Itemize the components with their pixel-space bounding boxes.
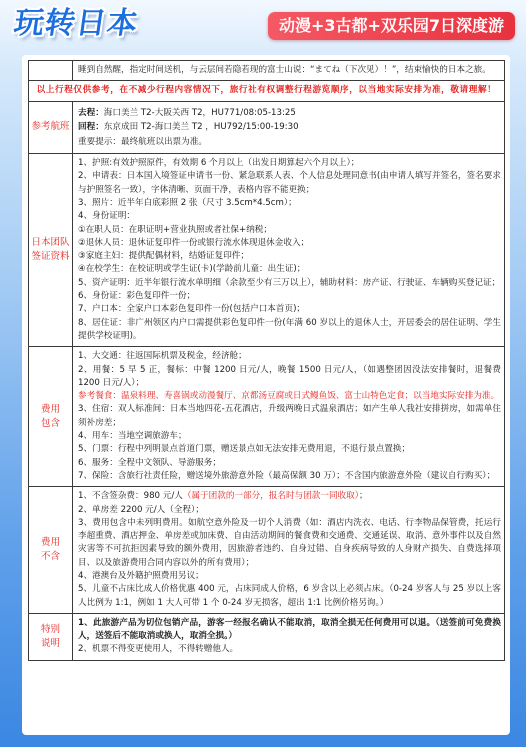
excluded-content [73, 487, 505, 614]
visa-label-line: 签证资料 [31, 251, 70, 263]
visa-fee-text: 1、不含签杂费：980 元/人 [78, 491, 183, 502]
excluded-item: 2、单房差 2200 元/人（全程）； [78, 504, 204, 515]
visa-item: ②退休人员：退休证复印件一份或银行流水体现退休金收入； [78, 237, 310, 248]
included-label-line: 费用 [40, 403, 60, 415]
tour-title-banner [268, 12, 515, 40]
itinerary-tail-label-cell [29, 61, 73, 81]
special-item: 1、此旅游产品为切位包销产品，游客一经报名确认不能取消，取消全损无任何费用可以退。（送签前可免费换人，送签后不能取消或换人，取消全损。） [78, 617, 501, 642]
brand-logo: 玩转日本 [11, 6, 141, 41]
return-flight [78, 120, 501, 135]
visa-item: ④在校学生：在校证明或学生证(卡)(学龄前儿童：出生证)； [78, 264, 306, 275]
itinerary-tail-row [29, 61, 505, 81]
included-label-line: 包含 [40, 417, 60, 429]
notice-row [29, 81, 505, 101]
itinerary-tail-text: 睡到自然醒，指定时间送机，与云层间若隐若现的富士山说：“まてね（下次见）！”，结束愉快的日本之旅。 [73, 61, 505, 81]
excluded-label-line: 不含 [40, 551, 60, 563]
visa-item: 3、照片：近半年白底彩照 2 张（尺寸 3.5cm*4.5cm）； [78, 197, 297, 208]
visa-item: 8、居住证：非广州领区内户口需提供彩色复印件一份(年满 60 岁以上的退休人士，开居委会的居住证明、学生提供学校证明)。 [78, 317, 501, 341]
special-notes-row [29, 613, 505, 660]
outbound-flight [78, 106, 501, 121]
visa-fee-suffix: ； [359, 491, 368, 502]
page-header [0, 0, 526, 52]
excluded-item [78, 490, 501, 503]
special-label-line: 特别 [40, 623, 60, 635]
disclaimer-notice: 以上行程仅供参考，在不减少行程内容情况下，旅行社有权调整行程游览顺序，以当地实际安排为准，敬请理解！ [29, 81, 505, 101]
included-item: 6、服务：全程中文领队、导游服务； [78, 457, 221, 468]
visa-item: 6、身份证：彩色复印件一份； [78, 291, 196, 302]
excluded-item: 3、费用包含中未列明费用。如航空意外险及一切个人消费（如：酒店内洗衣、电话、行李物品保管费，托运行李超重费、酒店押金、单房差或加床费、自由活动期间的餐食费和交通费、交通延误、取消、意外事件以及自然灾害等不可抗拒因素导致的额外费用，因旅游者违约、自身过错、自身疾病导致的人身财产损失、自费选择项目、以及旅游费用合同内容以外的所有费用）； [78, 517, 501, 568]
visa-item: 5、资产证明：近半年银行流水单明细（余款至少有三万以上），辅助材料：房产证、行驶证、车辆购买登记证； [78, 277, 501, 288]
visa-label-line: 日本团队 [31, 237, 70, 249]
tour-title: 动漫+3古都+双乐园7日深度游 [278, 16, 505, 35]
flights-content [73, 101, 505, 154]
included-row [29, 347, 505, 487]
included-item: 7、保险：含旅行社责任险，赠送境外旅游意外险（最高保额 30 万）；不含国内旅游意外险（建议自行购买）； [78, 470, 496, 481]
included-item: 1、大交通：往返国际机票及税金，经济舱； [78, 351, 247, 362]
included-item: 5、门票：行程中列明景点首道门票，赠送景点如无法安排无费用退，不退行景点置换； [78, 444, 411, 455]
visa-fee-highlight: （属于团款的一部分，报名时与团款一同收取） [182, 491, 360, 502]
excluded-item: 4、港澳台及外籍护照费用另议； [78, 571, 204, 581]
itinerary-table-body [29, 61, 505, 661]
visa-item: 1、护照:有效护照原件，有效期 6 个月以上（出发日期算起六个月以上）； [78, 158, 360, 169]
flight-note: 重要提示：最终航班以出票为准。 [78, 136, 207, 147]
included-item: 2、用餐：5 早 5 正，餐标：中餐 1200 日元/人，晚餐 1500 日元/人，（如遇整团因没法安排餐时，退餐费 1200 日元/人）； [78, 364, 501, 388]
outbound-flight-detail: 海口美兰 T2-大阪关西 T2，HU771/08:05-13:25 [103, 107, 296, 118]
flights-label: 参考航班 [31, 121, 70, 133]
return-flight-detail: 东京成田 T2-海口美兰 T2 ，HU792/15:00-19:30 [103, 122, 299, 133]
visa-item: ③家庭主妇：提供配偶材料，结婚证复印件； [78, 251, 249, 262]
special-item: 2、机票不得变更使用人，不得转赠他人。 [78, 644, 239, 655]
flights-label-cell [29, 101, 73, 154]
meal-reference: 参考餐食：温泉料理、寿喜锅或动漫餐厅、京都汤豆腐或日式鳗鱼饭、富士山特色定食；以当地实际安排为准。 [78, 391, 500, 402]
visa-item: ①在职人员：在职证明+营业执照或者社保+纳税； [78, 224, 272, 235]
included-label-cell [29, 347, 73, 487]
visa-content [73, 154, 505, 347]
special-label-cell [29, 613, 73, 660]
itinerary-table [28, 60, 505, 661]
visa-label-cell [29, 154, 73, 347]
included-item: 3、住宿：双人标准间：日本当地四花-五花酒店，升级两晚日式温泉酒店；如产生单人我社安排拼房，如需单住须补房差； [78, 404, 501, 428]
visa-row [29, 154, 505, 347]
return-flight-label: 回程： [78, 122, 104, 133]
itinerary-card [22, 55, 510, 735]
excluded-label-line: 费用 [40, 537, 60, 549]
included-item: 4、用车：当地空调旅游车； [78, 431, 187, 442]
outbound-flight-label: 去程： [78, 107, 104, 118]
special-label-line: 说明 [40, 637, 60, 649]
excluded-label-cell [29, 487, 73, 614]
visa-item: 2、申请表：日本国入境签证申请书一份、紧急联系人表、个人信息处理同意书(由申请人填写并签名，签名要求与护照签名一致），字体清晰、页面干净，表格内容不能更换； [78, 171, 501, 195]
visa-item: 7、户口本：全家户口本彩色复印件一份(包括户口本首页)； [78, 304, 306, 315]
excluded-row [29, 487, 505, 614]
visa-item: 4、身份证明： [78, 211, 136, 222]
excluded-item: 5、儿童不占床比成人价格优惠 400 元，占床同成人价格，6 岁含以上必须占床。（0-24 岁客人与 25 岁以上客人比例为 1:1，例如 1 大人可带 1 个 0-24 岁无损客，超出 1:1 比例价格另询。） [78, 584, 501, 608]
included-content [73, 347, 505, 487]
special-content [73, 613, 505, 660]
flights-row [29, 101, 505, 154]
